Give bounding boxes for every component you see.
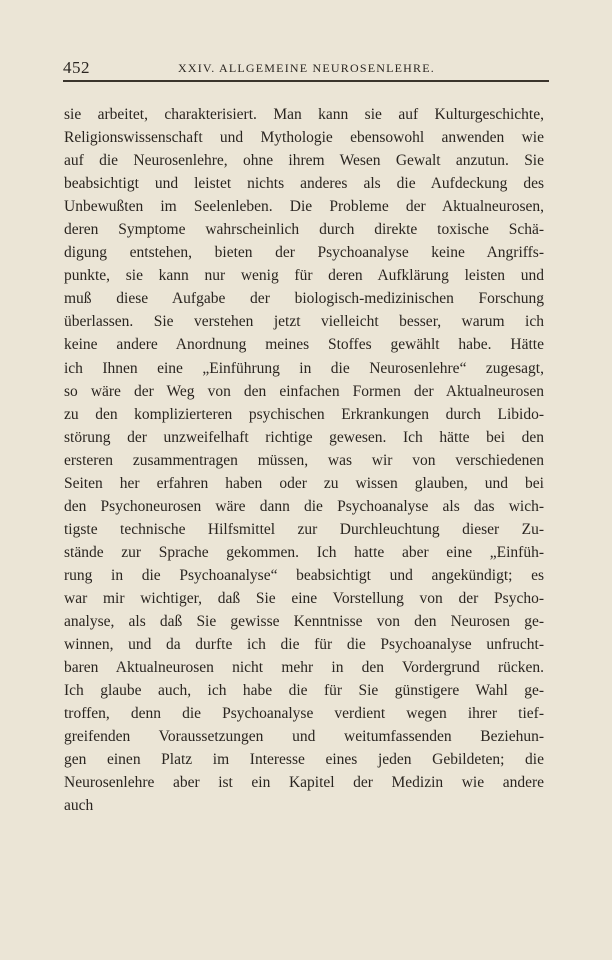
body-text: [64, 103, 544, 817]
text-line: den Psychoneurosen wäre dann die Psychoanalyse als das wich-: [64, 497, 544, 515]
text-line: so wäre der Weg von den einfachen Formen der Aktualneurosen: [64, 382, 544, 400]
text-line: deren Symptome wahrscheinlich durch direkte toxische Schä-: [64, 221, 544, 239]
text-line: überlassen. Sie verstehen jetzt vielleicht besser, warum ich: [64, 313, 544, 331]
text-line: Seiten her erfahren haben oder zu wissen glauben, und bei: [64, 474, 544, 492]
text-line: störung der unzweifelhaft richtige gewesen. Ich hätte bei den: [64, 428, 544, 446]
text-line: winnen, und da durfte ich die für die Psychoanalyse unfrucht-: [64, 636, 544, 654]
text-line: ersteren zusammentragen müssen, was wir von verschiedenen: [64, 451, 544, 469]
text-line: tigste technische Hilfsmittel zur Durchleuchtung dieser Zu-: [64, 520, 544, 538]
text-line: troffen, denn die Psychoanalyse verdient wegen ihrer tief-: [64, 705, 544, 723]
text-line: gen einen Platz im Interesse eines jeden Gebildeten; die: [64, 751, 544, 769]
page-number: 452: [63, 58, 90, 77]
text-line: punkte, sie kann nur wenig für deren Aufklärung leisten und: [64, 267, 544, 285]
text-line: auch: [64, 797, 94, 815]
text-line: muß diese Aufgabe der biologisch-medizinischen Forschung: [64, 290, 544, 308]
text-line: Ich glaube auch, ich habe die für Sie günstigere Wahl ge-: [64, 682, 544, 700]
text-line: Religionswissenschaft und Mythologie ebensowohl anwenden wie: [64, 129, 544, 147]
header-rule: [63, 80, 549, 82]
text-line: stände zur Sprache gekommen. Ich hatte aber eine „Einfüh-: [64, 543, 544, 561]
text-line: zu den komplizierteren psychischen Erkrankungen durch Libido-: [64, 405, 544, 423]
text-line: keine andere Anordnung meines Stoffes gewählt habe. Hätte: [64, 336, 544, 354]
text-line: war mir wichtiger, daß Sie eine Vorstellung von der Psycho-: [64, 589, 544, 607]
text-line: sie arbeitet, charakterisiert. Man kann sie auf Kulturgeschichte,: [64, 106, 544, 123]
text-line: rung in die Psychoanalyse“ beabsichtigt und angekündigt; es: [64, 566, 544, 584]
text-line: beabsichtigt und leistet nichts anderes als die Aufdeckung des: [64, 175, 544, 193]
text-line: ich Ihnen eine „Einführung in die Neurosenlehre“ zugesagt,: [64, 359, 544, 377]
text-line: auf die Neurosenlehre, ohne ihrem Wesen Gewalt anzutun. Sie: [64, 152, 544, 170]
text-line: analyse, als daß Sie gewisse Kenntnisse von den Neurosen ge-: [64, 613, 544, 631]
text-line: Neurosenlehre aber ist ein Kapitel der Medizin wie andere: [64, 774, 544, 792]
running-head: XXIV. ALLGEMEINE NEUROSENLEHRE.: [178, 61, 435, 75]
text-line: baren Aktualneurosen nicht mehr in den Vordergrund rücken.: [64, 659, 544, 677]
text-line: greifenden Voraussetzungen und weitumfassenden Beziehun-: [64, 728, 544, 746]
page-header: [63, 58, 549, 80]
text-line: Unbewußten im Seelenleben. Die Probleme der Aktualneurosen,: [64, 198, 544, 216]
text-line: digung entstehen, bieten der Psychoanalyse keine Angriffs-: [64, 244, 544, 262]
